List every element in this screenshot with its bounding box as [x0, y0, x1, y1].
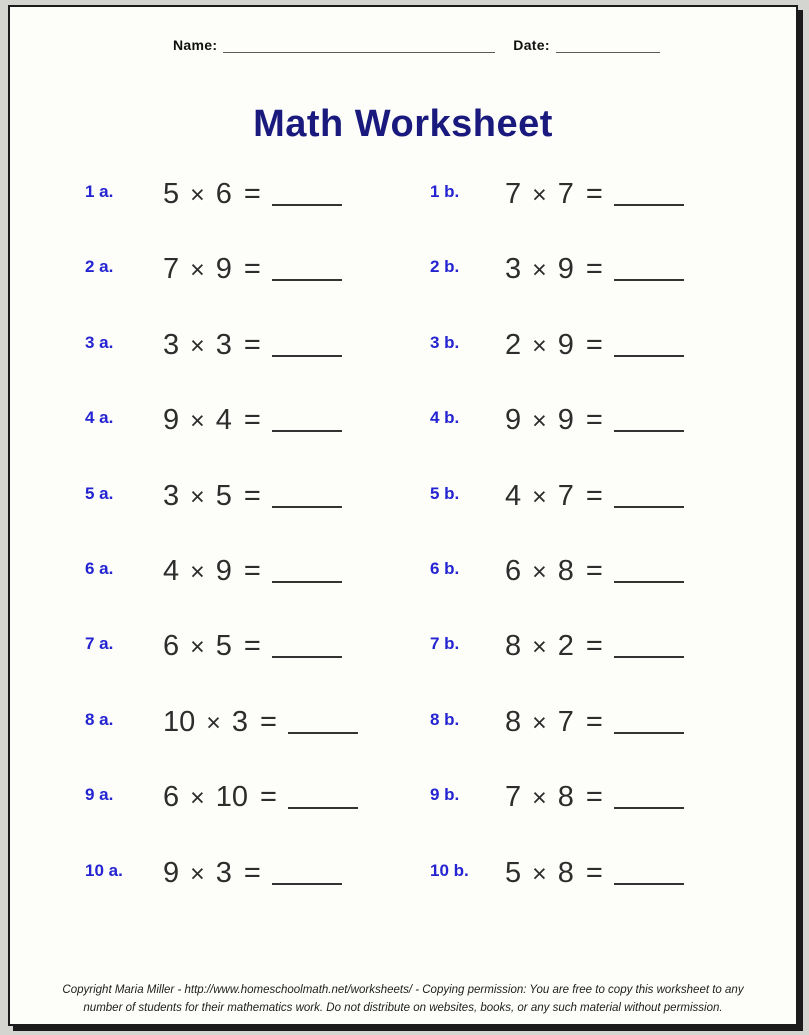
problem-cell-b — [430, 330, 790, 361]
times-sign: × — [190, 181, 205, 209]
times-sign: × — [532, 482, 547, 511]
problem-label: 2 b. — [430, 257, 460, 277]
operand-2: 7 — [557, 479, 574, 512]
problem-label: 2 a. — [85, 257, 114, 277]
problem-label: 9 b. — [430, 785, 460, 805]
name-blank-line — [223, 37, 495, 53]
problem-cell-a — [85, 179, 430, 210]
problem-expression — [505, 707, 684, 738]
copyright-footer — [10, 982, 796, 1017]
problem-cell-a — [85, 707, 430, 738]
problem-row — [85, 858, 796, 933]
problem-expression — [505, 405, 684, 436]
problem-cell-a — [85, 405, 430, 436]
problem-row — [85, 782, 796, 857]
operand-1: 4 — [163, 554, 180, 587]
problem-label: 6 b. — [430, 558, 460, 578]
times-sign: × — [532, 708, 547, 737]
equals-sign: = — [585, 404, 603, 437]
problem-cell-a — [85, 631, 430, 662]
problem-label: 8 a. — [85, 709, 114, 729]
equals-sign: = — [243, 178, 261, 210]
times-sign: × — [190, 482, 205, 511]
problem-expression — [505, 179, 684, 210]
operand-2: 9 — [557, 404, 574, 437]
equals-sign: = — [585, 705, 603, 738]
problem-cell-a — [85, 782, 430, 813]
operand-2: 6 — [215, 178, 232, 210]
operand-1: 5 — [163, 178, 180, 210]
answer-blank — [272, 861, 342, 885]
date-blank-line — [556, 37, 660, 53]
problem-expression — [163, 556, 342, 587]
answer-blank — [272, 257, 342, 281]
problem-cell-b — [430, 858, 790, 889]
times-sign: × — [206, 708, 221, 737]
problem-label: 1 a. — [85, 182, 114, 201]
equals-sign: = — [243, 479, 261, 512]
equals-sign: = — [243, 253, 261, 286]
operand-1: 4 — [505, 479, 522, 512]
answer-blank — [614, 861, 684, 885]
times-sign: × — [532, 407, 547, 436]
operand-1: 6 — [505, 554, 522, 587]
operand-2: 9 — [215, 554, 232, 587]
problem-expression — [505, 481, 684, 512]
problem-cell-b — [430, 481, 790, 512]
equals-sign: = — [585, 178, 603, 210]
problem-label: 10 a. — [85, 860, 123, 880]
times-sign: × — [190, 557, 205, 586]
problem-cell-b — [430, 782, 790, 813]
equals-sign: = — [243, 554, 261, 587]
answer-blank — [614, 408, 684, 432]
operand-1: 8 — [505, 705, 522, 738]
operand-1: 6 — [163, 630, 180, 663]
equals-sign: = — [243, 328, 261, 361]
operand-2: 3 — [215, 328, 232, 361]
equals-sign: = — [243, 856, 261, 889]
answer-blank — [272, 333, 342, 357]
answer-blank — [614, 634, 684, 658]
problem-expression — [505, 782, 684, 813]
problem-expression — [505, 254, 684, 285]
problem-row — [85, 556, 796, 631]
problem-row — [85, 707, 796, 782]
problem-label: 4 b. — [430, 408, 460, 428]
answer-blank — [272, 484, 342, 508]
problem-row — [85, 481, 796, 556]
times-sign: × — [532, 557, 547, 586]
answer-blank — [288, 785, 358, 809]
operand-2: 3 — [231, 705, 249, 738]
problem-row — [85, 405, 796, 480]
problem-expression — [505, 631, 684, 662]
operand-2: 8 — [557, 781, 574, 814]
problems-grid — [85, 179, 796, 933]
problem-expression — [505, 858, 684, 889]
operand-2: 2 — [557, 630, 574, 663]
times-sign: × — [532, 784, 547, 813]
problem-label: 3 a. — [85, 332, 114, 352]
problem-label: 7 b. — [430, 634, 460, 654]
problem-label: 4 a. — [85, 408, 114, 428]
times-sign: × — [190, 784, 205, 813]
worksheet-page — [8, 5, 798, 1026]
operand-1: 9 — [505, 404, 522, 437]
answer-blank — [272, 634, 342, 658]
problem-label: 10 b. — [430, 860, 469, 880]
problem-expression — [505, 330, 684, 361]
operand-1: 2 — [505, 328, 522, 361]
copyright-line-1: Copyright Maria Miller - http://www.homeschoolmath.net/worksheets/ - Copying permission: You are free to copy this worksheet to any — [62, 984, 744, 996]
equals-sign: = — [585, 630, 603, 663]
problem-row — [85, 254, 796, 329]
problem-expression — [163, 631, 342, 662]
operand-1: 3 — [163, 328, 180, 361]
problem-expression — [163, 707, 358, 738]
problem-cell-b — [430, 556, 790, 587]
answer-blank — [272, 182, 342, 206]
operand-1: 8 — [505, 630, 522, 663]
operand-2: 7 — [557, 705, 574, 738]
answer-blank — [614, 484, 684, 508]
problem-row — [85, 179, 796, 254]
operand-1: 7 — [163, 253, 180, 286]
answer-blank — [614, 333, 684, 357]
problem-cell-b — [430, 631, 790, 662]
problem-row — [85, 631, 796, 706]
times-sign: × — [190, 633, 205, 662]
equals-sign: = — [243, 404, 261, 437]
problem-cell-a — [85, 858, 430, 889]
times-sign: × — [190, 859, 205, 888]
answer-blank — [288, 710, 358, 734]
problem-expression — [163, 254, 342, 285]
operand-1: 7 — [505, 178, 522, 210]
times-sign: × — [190, 256, 205, 285]
operand-2: 9 — [557, 328, 574, 361]
answer-blank — [614, 785, 684, 809]
operand-2: 8 — [557, 856, 574, 889]
problem-expression — [163, 405, 342, 436]
problem-label: 3 b. — [430, 332, 460, 352]
times-sign: × — [532, 633, 547, 662]
operand-1: 3 — [505, 253, 522, 286]
operand-2: 9 — [215, 253, 232, 286]
operand-1: 7 — [505, 781, 522, 814]
problem-cell-b — [430, 179, 790, 210]
operand-2: 9 — [557, 253, 574, 286]
equals-sign: = — [243, 630, 261, 663]
answer-blank — [614, 710, 684, 734]
equals-sign: = — [585, 856, 603, 889]
operand-1: 9 — [163, 404, 180, 437]
operand-1: 3 — [163, 479, 180, 512]
equals-sign: = — [585, 479, 603, 512]
name-date-row — [173, 37, 660, 53]
equals-sign: = — [585, 328, 603, 361]
times-sign: × — [190, 407, 205, 436]
answer-blank — [614, 182, 684, 206]
times-sign: × — [532, 859, 547, 888]
problem-label: 1 b. — [430, 182, 460, 201]
problem-label: 8 b. — [430, 709, 460, 729]
times-sign: × — [532, 181, 547, 209]
operand-1: 9 — [163, 856, 180, 889]
problem-expression — [163, 782, 358, 813]
problem-label: 9 a. — [85, 785, 114, 805]
problem-cell-a — [85, 481, 430, 512]
times-sign: × — [532, 331, 547, 360]
answer-blank — [272, 559, 342, 583]
name-label: Name: — [173, 37, 218, 53]
answer-blank — [272, 408, 342, 432]
times-sign: × — [532, 256, 547, 285]
problem-expression — [163, 481, 342, 512]
date-label: Date: — [513, 37, 550, 53]
problem-expression — [505, 556, 684, 587]
page-title: Math Worksheet — [253, 103, 553, 145]
problem-cell-b — [430, 405, 790, 436]
operand-2: 5 — [215, 479, 232, 512]
problem-expression — [163, 179, 342, 210]
equals-sign: = — [585, 253, 603, 286]
operand-2: 8 — [557, 554, 574, 587]
problem-expression — [163, 858, 342, 889]
operand-2: 10 — [215, 781, 249, 814]
operand-1: 6 — [163, 781, 180, 814]
problem-cell-b — [430, 254, 790, 285]
answer-blank — [614, 559, 684, 583]
problem-cell-b — [430, 707, 790, 738]
equals-sign: = — [585, 554, 603, 587]
problem-row — [85, 330, 796, 405]
answer-blank — [614, 257, 684, 281]
problem-cell-a — [85, 330, 430, 361]
equals-sign: = — [260, 705, 277, 738]
problem-cell-a — [85, 254, 430, 285]
copyright-line-2: number of students for their mathematics work. Do not distribute on websites, books, or any such material without permission. — [83, 1001, 723, 1014]
operand-2: 3 — [215, 856, 232, 889]
problem-expression — [163, 330, 342, 361]
operand-2: 7 — [557, 178, 574, 210]
operand-2: 4 — [215, 404, 232, 437]
equals-sign: = — [585, 781, 603, 814]
problem-label: 5 a. — [85, 483, 114, 503]
operand-1: 5 — [505, 856, 522, 889]
equals-sign: = — [260, 781, 277, 814]
problem-label: 5 b. — [430, 483, 460, 503]
operand-2: 5 — [215, 630, 232, 663]
operand-1: 10 — [163, 705, 196, 738]
problem-label: 6 a. — [85, 558, 114, 578]
times-sign: × — [190, 331, 205, 360]
problem-cell-a — [85, 556, 430, 587]
problem-label: 7 a. — [85, 634, 114, 654]
